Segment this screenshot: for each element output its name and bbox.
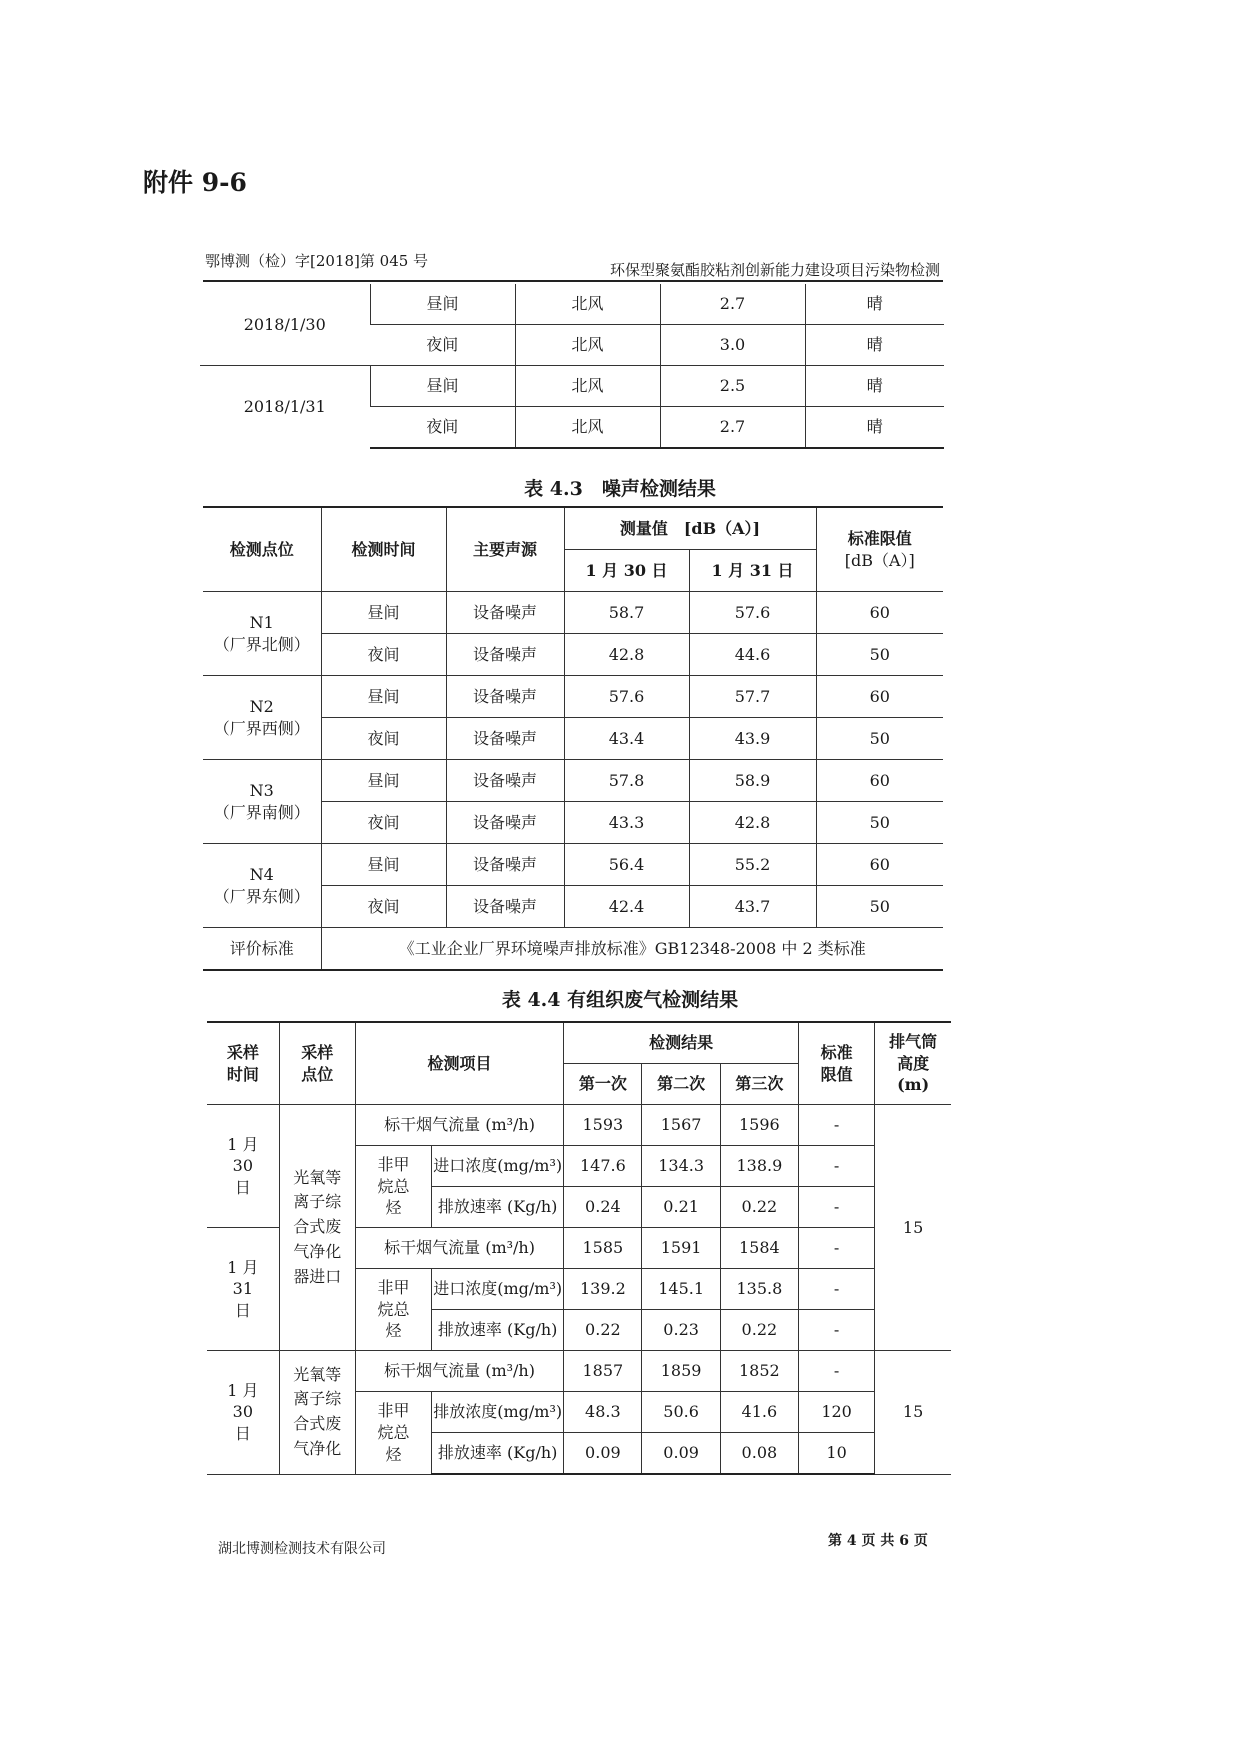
table-row (207, 1351, 951, 1392)
gas-table (207, 1021, 951, 1475)
conc-label: 进口浓度(mg/m³) (432, 1146, 564, 1187)
wind-direction: 北风 (515, 407, 660, 449)
noise-time: 昼间 (321, 760, 446, 802)
result-value: 50.6 (642, 1392, 720, 1433)
noise-limit: 60 (816, 844, 943, 886)
weather-period: 昼间 (370, 366, 515, 407)
table-header-row (203, 507, 943, 550)
result-value: 0.21 (642, 1187, 720, 1228)
limit-value: - (798, 1146, 874, 1187)
sample-date: 1 月 31 日 (207, 1228, 279, 1351)
header-third: 第三次 (720, 1064, 798, 1105)
table-row (203, 592, 943, 634)
result-value: 135.8 (720, 1269, 798, 1310)
noise-value: 42.8 (689, 802, 816, 844)
table-row (200, 366, 944, 407)
report-number: 鄂博测（检）字[2018]第 045 号 (205, 252, 429, 270)
noise-limit: 60 (816, 592, 943, 634)
sample-point: 光氧等离子综合式废气净化 (279, 1351, 355, 1475)
header-sample-time: 采样时间 (207, 1022, 279, 1105)
noise-limit: 60 (816, 760, 943, 802)
wind-speed: 2.5 (660, 366, 805, 407)
conc-label: 排放浓度(mg/m³) (432, 1392, 564, 1433)
limit-value: - (798, 1310, 874, 1351)
noise-source: 设备噪声 (446, 592, 564, 634)
noise-value: 42.8 (564, 634, 689, 676)
table-row (203, 844, 943, 886)
header-point: 检测点位 (203, 507, 321, 592)
result-value: 48.3 (564, 1392, 642, 1433)
noise-value: 42.4 (564, 886, 689, 928)
nmhc-label: 非甲烷总烃 (355, 1146, 431, 1228)
noise-time: 昼间 (321, 592, 446, 634)
standard-label: 评价标准 (203, 928, 321, 971)
result-value: 0.23 (642, 1310, 720, 1351)
noise-value: 44.6 (689, 634, 816, 676)
noise-point (203, 676, 321, 760)
weather-date: 2018/1/31 (200, 366, 370, 449)
stack-height: 15 (875, 1105, 951, 1351)
sample-date: 1 月 30 日 (207, 1351, 279, 1475)
noise-source: 设备噪声 (446, 718, 564, 760)
header-measured: 测量值 [dB（A）] (564, 507, 816, 550)
header-day1: 1 月 30 日 (564, 550, 689, 592)
header-stack-height: 排气筒高度(m) (875, 1022, 951, 1105)
header-second: 第二次 (642, 1064, 720, 1105)
limit-value: - (798, 1105, 874, 1146)
header-item: 检测项目 (355, 1022, 563, 1105)
point-location: （厂界北侧） (213, 634, 310, 654)
noise-time: 夜间 (321, 718, 446, 760)
nmhc-label: 非甲烷总烃 (355, 1392, 431, 1475)
result-value: 134.3 (642, 1146, 720, 1187)
flow-label: 标干烟气流量 (m³/h) (355, 1105, 563, 1146)
noise-source: 设备噪声 (446, 760, 564, 802)
noise-value: 43.9 (689, 718, 816, 760)
result-value: 0.09 (642, 1433, 720, 1475)
result-value: 0.22 (720, 1187, 798, 1228)
point-location: （厂界东侧） (213, 886, 310, 906)
limit-value: - (798, 1351, 874, 1392)
weather-period: 夜间 (370, 407, 515, 449)
table-row (200, 284, 944, 325)
noise-value: 43.4 (564, 718, 689, 760)
noise-limit: 50 (816, 886, 943, 928)
project-title: 环保型聚氨酯胶粘剂创新能力建设项目污染物检测 (610, 261, 941, 279)
weather-condition: 晴 (805, 284, 944, 325)
result-value: 1585 (564, 1228, 642, 1269)
table-row (203, 760, 943, 802)
noise-time: 昼间 (321, 676, 446, 718)
noise-time: 夜间 (321, 802, 446, 844)
noise-limit: 60 (816, 676, 943, 718)
wind-direction: 北风 (515, 325, 660, 366)
noise-value: 43.3 (564, 802, 689, 844)
result-value: 1591 (642, 1228, 720, 1269)
result-value: 1567 (642, 1105, 720, 1146)
result-value: 1857 (564, 1351, 642, 1392)
header-first: 第一次 (564, 1064, 642, 1105)
noise-source: 设备噪声 (446, 844, 564, 886)
wind-speed: 2.7 (660, 407, 805, 449)
weather-period: 昼间 (370, 284, 515, 325)
result-value: 41.6 (720, 1392, 798, 1433)
footer-company: 湖北博测检测技术有限公司 (218, 1541, 386, 1557)
limit-value: 10 (798, 1433, 874, 1475)
noise-table (203, 506, 943, 971)
wind-speed: 2.7 (660, 284, 805, 325)
noise-point (203, 592, 321, 676)
result-value: 0.09 (564, 1433, 642, 1475)
noise-source: 设备噪声 (446, 886, 564, 928)
header-day2: 1 月 31 日 (689, 550, 816, 592)
noise-limit: 50 (816, 718, 943, 760)
noise-limit: 50 (816, 634, 943, 676)
noise-source: 设备噪声 (446, 676, 564, 718)
result-value: 139.2 (564, 1269, 642, 1310)
point-location: （厂界南侧） (213, 802, 310, 822)
noise-source: 设备噪声 (446, 802, 564, 844)
noise-value: 43.7 (689, 886, 816, 928)
result-value: 0.08 (720, 1433, 798, 1475)
result-value: 147.6 (564, 1146, 642, 1187)
footer-page-number: 第 4 页 共 6 页 (828, 1533, 928, 1549)
noise-value: 57.6 (564, 676, 689, 718)
weather-date: 2018/1/30 (243, 314, 326, 334)
weather-condition: 晴 (805, 407, 944, 449)
wind-speed: 3.0 (660, 325, 805, 366)
noise-table-caption: 表 4.3 噪声检测结果 (524, 478, 716, 500)
result-value: 0.22 (720, 1310, 798, 1351)
rate-label: 排放速率 (Kg/h) (432, 1187, 564, 1228)
point-code: N3 (249, 780, 274, 800)
table-row (207, 1105, 951, 1146)
header-limit-label: 标准限值 (847, 528, 912, 548)
result-value: 0.22 (564, 1310, 642, 1351)
header-results: 检测结果 (564, 1022, 799, 1064)
result-value: 1593 (564, 1105, 642, 1146)
wind-direction: 北风 (515, 284, 660, 325)
limit-value: - (798, 1269, 874, 1310)
rate-label: 排放速率 (Kg/h) (432, 1310, 564, 1351)
point-code: N4 (249, 864, 274, 884)
weather-condition: 晴 (805, 325, 944, 366)
point-location: （厂界西侧） (213, 718, 310, 738)
point-code: N2 (249, 696, 274, 716)
noise-time: 昼间 (321, 844, 446, 886)
weather-period: 夜间 (370, 325, 515, 366)
stack-height: 15 (875, 1351, 951, 1475)
noise-point (203, 844, 321, 928)
noise-time: 夜间 (321, 886, 446, 928)
noise-value: 57.7 (689, 676, 816, 718)
header-rule (203, 280, 943, 282)
result-value: 1596 (720, 1105, 798, 1146)
limit-value: 120 (798, 1392, 874, 1433)
result-value: 1859 (642, 1351, 720, 1392)
attachment-label: 附件 9-6 (143, 168, 247, 197)
header-limit-unit: [dB（A）] (844, 550, 915, 570)
wind-direction: 北风 (515, 366, 660, 407)
noise-source: 设备噪声 (446, 634, 564, 676)
noise-value: 57.8 (564, 760, 689, 802)
header-time: 检测时间 (321, 507, 446, 592)
result-value: 1584 (720, 1228, 798, 1269)
standard-text: 《工业企业厂界环境噪声排放标准》GB12348-2008 中 2 类标准 (321, 928, 943, 971)
result-value: 1852 (720, 1351, 798, 1392)
noise-value: 57.6 (689, 592, 816, 634)
noise-time: 夜间 (321, 634, 446, 676)
table-row (203, 928, 943, 971)
flow-label: 标干烟气流量 (m³/h) (355, 1228, 563, 1269)
noise-value: 56.4 (564, 844, 689, 886)
weather-condition: 晴 (805, 366, 944, 407)
noise-value: 58.7 (564, 592, 689, 634)
sample-date: 1 月 30 日 (207, 1105, 279, 1228)
table-header-row (207, 1022, 951, 1064)
sample-point: 光氧等离子综合式废气净化器进口 (279, 1105, 355, 1351)
header-limit: 标准限值 (798, 1022, 874, 1105)
point-code: N1 (249, 612, 274, 632)
conc-label: 进口浓度(mg/m³) (432, 1269, 564, 1310)
result-value: 0.24 (564, 1187, 642, 1228)
header-sample-point: 采样点位 (279, 1022, 355, 1105)
header-source: 主要声源 (446, 507, 564, 592)
noise-value: 58.9 (689, 760, 816, 802)
gas-table-caption: 表 4.4 有组织废气检测结果 (501, 989, 739, 1011)
noise-point (203, 760, 321, 844)
header-limit (816, 507, 943, 592)
nmhc-label: 非甲烷总烃 (355, 1269, 431, 1351)
weather-table (200, 284, 944, 449)
flow-label: 标干烟气流量 (m³/h) (355, 1351, 563, 1392)
result-value: 145.1 (642, 1269, 720, 1310)
result-value: 138.9 (720, 1146, 798, 1187)
limit-value: - (798, 1228, 874, 1269)
noise-limit: 50 (816, 802, 943, 844)
table-row (203, 676, 943, 718)
limit-value: - (798, 1187, 874, 1228)
rate-label: 排放速率 (Kg/h) (432, 1433, 564, 1475)
noise-value: 55.2 (689, 844, 816, 886)
